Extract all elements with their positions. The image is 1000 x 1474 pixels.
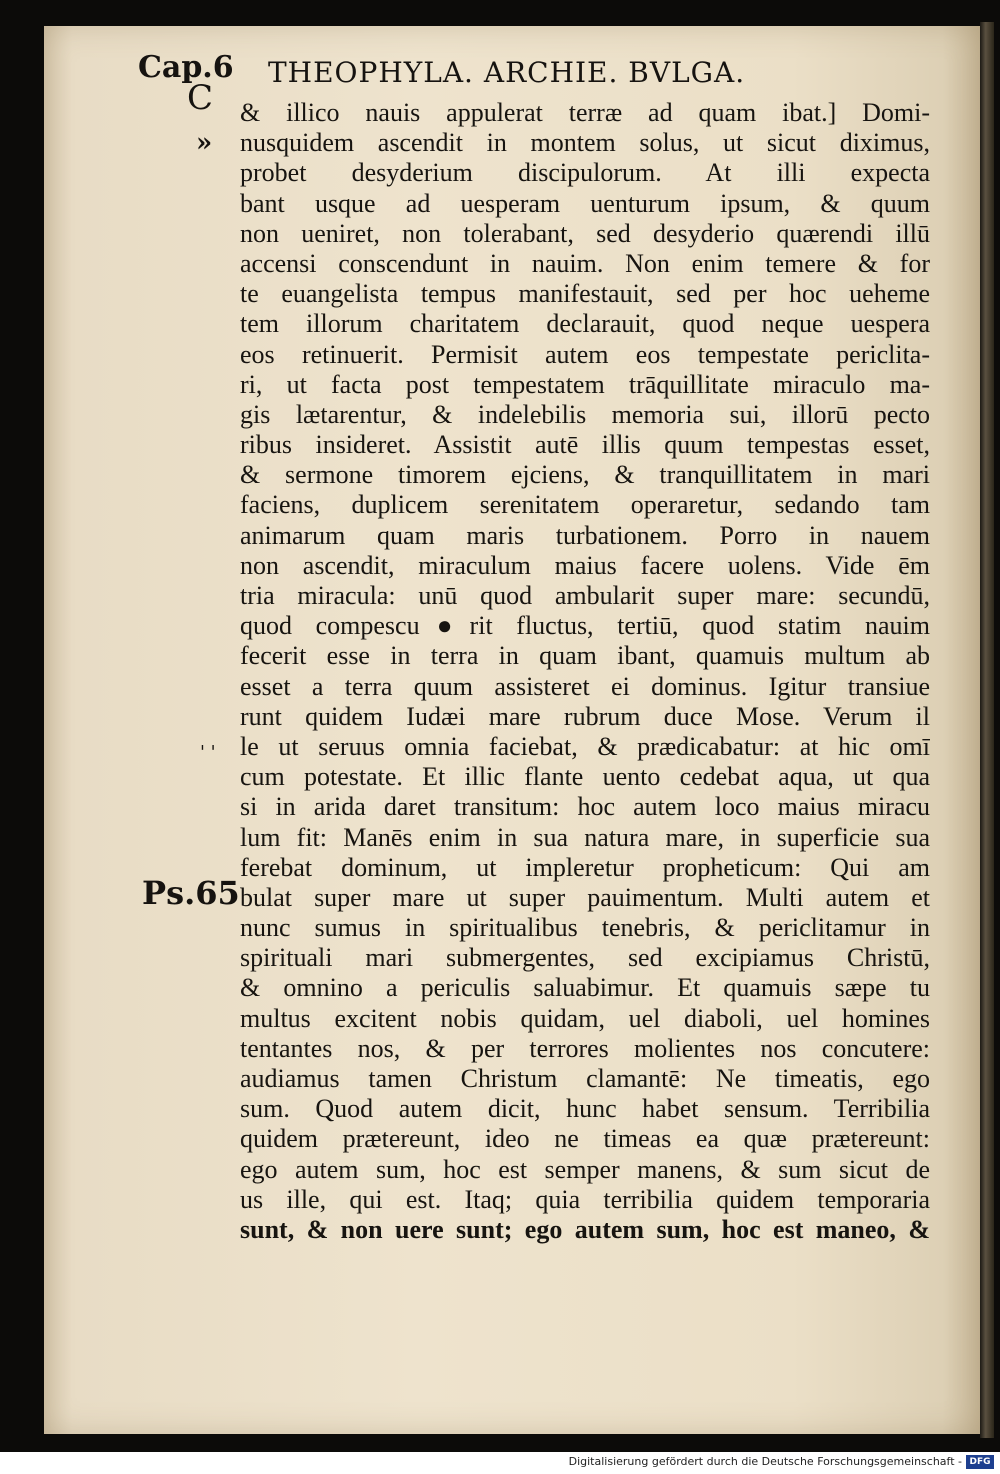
footer-bar [0, 1452, 1000, 1474]
text-line: lum fit: Manēs enim in sua natura mare, in superficie sua [240, 822, 930, 852]
text-line: runt quidem Iudæi mare rubrum duce Mose. Verum il [240, 701, 930, 731]
text-line: bant usque ad uesperam uenturum ipsum, & quum [240, 188, 930, 218]
text-line: cum potestate. Et illic flante uento cedebat aqua, ut qua [240, 762, 930, 792]
text-line: ferebat dominum, ut impleretur propheticum: Qui am [240, 852, 930, 882]
text-line: nusquidem ascendit in montem solus, ut sicut diximus, [240, 128, 930, 158]
text-line: esset a terra quum assisteret ei dominus. Igitur transiue [240, 671, 930, 701]
text-line: quidem prætereunt, ideo ne timeas ea quæ prætereunt: [240, 1124, 930, 1154]
text-line: tria miracula: unū quod ambularit super mare: secundū, [240, 581, 930, 610]
text-line: spirituali mari submergentes, sed excipiamus Christū, [240, 943, 930, 973]
text-line: ego autem sum, hoc est semper manens, & sum sicut de [240, 1154, 930, 1184]
text-line: tentantes nos, & per terrores molientes nos concutere: [240, 1033, 930, 1063]
margin-quote-mark: » [196, 128, 213, 158]
text-line: gis lætarentur, & indelebilis memoria sui, illorū pecto [240, 399, 930, 429]
text-line: te euangelista tempus manifestauit, sed per hoc ueheme [240, 279, 930, 309]
footer-credit: Digitalisierung gefördert durch die Deutsche Forschungsgemeinschaft - [568, 1455, 962, 1468]
running-head: THEOPHYLA. ARCHIE. BVLGA. [268, 56, 746, 89]
dfg-logo: DFG [966, 1455, 994, 1469]
margin-psalm-ref: Ps.65 [142, 874, 240, 912]
text-line: non ueniret, non tolerabant, sed desyderio quærendi illū [240, 218, 930, 248]
text-line: si in arida daret transitum: hoc autem loco maius miracu [240, 792, 930, 822]
text-line: audiamus tamen Christum clamantē: Ne timeatis, ego [240, 1064, 930, 1093]
text-line: tem illorum charitatem declarauit, quod neque uespera [240, 309, 930, 339]
text-line: quod compescu●rit fluctus, tertiū, quod statim nauim [240, 611, 930, 641]
text-line: eos retinuerit. Permisit autem eos tempestate periclita- [240, 339, 930, 369]
text-line: & illico nauis appulerat terræ ad quam ibat.] Domi- [240, 98, 930, 127]
page-edge [980, 22, 994, 1438]
text-line: fecerit esse in terra in quam ibant, quamuis multum ab [240, 641, 930, 671]
text-line: sum. Quod autem dicit, hunc habet sensum. Terribilia [240, 1094, 930, 1124]
text-line: accensi conscendunt in nauim. Non enim temere & for [240, 248, 930, 278]
text-line: nunc sumus in spiritualibus tenebris, & periclitamur in [240, 913, 930, 943]
text-line: & sermone timorem ejciens, & tranquillitatem in mari [240, 460, 930, 490]
text-line: & omnino a periculis saluabimur. Et quamuis sæpe tu [240, 973, 930, 1003]
margin-small-mark: ' ' [200, 742, 216, 763]
text-line: probet desyderium discipulorum. At illi expecta [240, 158, 930, 188]
text-line: sunt, & non uere sunt; ego autem sum, hoc est maneo, & [240, 1214, 930, 1244]
chapter-label: Cap.6 [138, 50, 234, 85]
text-line: animarum quam maris turbationem. Porro in nauem [240, 520, 930, 550]
text-line: bulat super mare ut super pauimentum. Multi autem et [240, 882, 930, 912]
text-line: multus excitent nobis quidam, uel diaboli, uel homines [240, 1003, 930, 1033]
text-line: ribus insideret. Assistit autē illis quum tempestas esset, [240, 430, 930, 460]
body-text [240, 98, 930, 1245]
text-line: us ille, qui est. Itaq; quia terribilia quidem temporaria [240, 1184, 930, 1214]
text-line: faciens, duplicem serenitatem operaretur, sedando tam [240, 490, 930, 520]
margin-letter: C [187, 78, 214, 118]
text-line: le ut seruus omnia faciebat, & prædicabatur: at hic omī [240, 731, 930, 761]
text-line: ri, ut facta post tempestatem trāquillitate miraculo ma- [240, 369, 930, 399]
text-line: non ascendit, miraculum maius facere uolens. Vide ēm [240, 550, 930, 580]
